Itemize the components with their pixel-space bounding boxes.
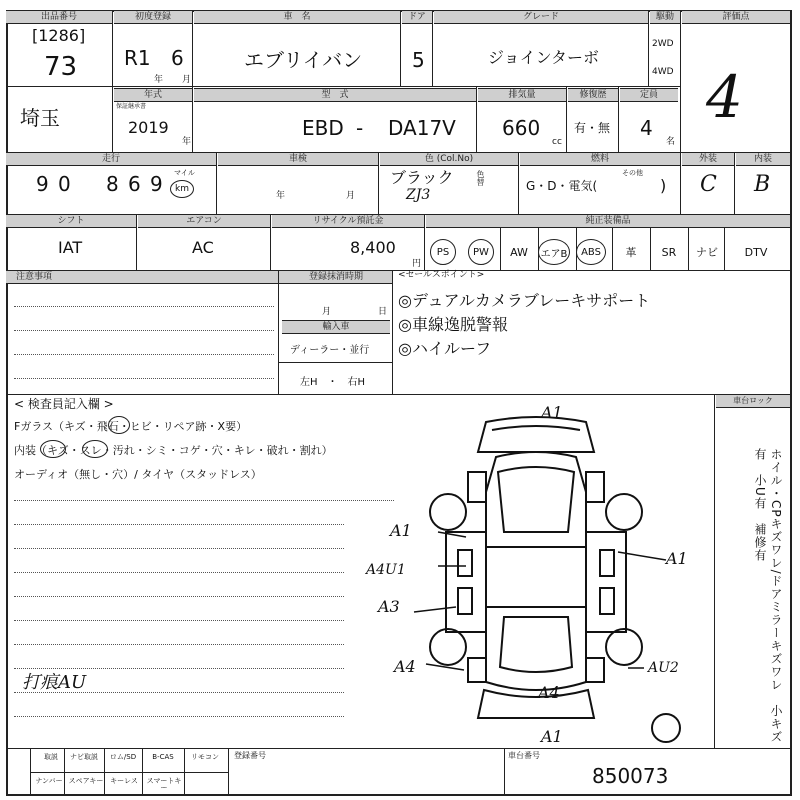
equip-sr: SR — [661, 245, 677, 259]
equip-pw: PW — [468, 239, 494, 265]
car-name-label: 車 名 — [194, 10, 400, 24]
model: DA17V — [388, 116, 456, 140]
ac: AC — [192, 238, 214, 257]
year-sub-label: 保証継承書 — [116, 103, 147, 110]
bottom-spare-key: スペアキー — [68, 777, 104, 785]
lot-label: 出品番号 — [6, 10, 112, 24]
year-label: 年式 — [114, 88, 192, 102]
recycle-amount: 8,400 — [350, 238, 396, 257]
fuel: G・D・電気( — [526, 179, 598, 193]
mileage-digit-4: 6 — [128, 172, 141, 196]
first-reg-label: 初度登録 — [114, 10, 192, 24]
color: ブラック — [390, 168, 454, 187]
score-label: 評価点 — [682, 10, 790, 24]
model-label: 型 式 — [194, 88, 476, 102]
ac-label: エアコン — [138, 214, 270, 228]
equip-aw: AW — [510, 245, 528, 259]
color-change: 色替 — [476, 170, 485, 186]
mileage-unit-km: km — [170, 180, 194, 198]
equip-navi: ナビ — [696, 246, 718, 259]
first-reg-era: R1 — [124, 46, 151, 70]
bottom-smart-key: スマートキー — [146, 777, 182, 792]
mileage-label: 走行 — [6, 152, 216, 166]
fuel-other: その他 — [622, 169, 643, 177]
drive-2wd: 2WD — [652, 39, 674, 49]
equip-dtv: DTV — [744, 245, 768, 259]
grade-label: グレード — [434, 10, 648, 24]
cc-unit: cc — [552, 137, 562, 147]
side-notes: ホイル・CPキズワレ/ドアミラーキズワレ 小キズ有 小U有 補修有 — [753, 448, 783, 744]
region: 埼玉 — [20, 106, 60, 130]
inspector-glass: Fガラス（キズ・飛石・ヒビ・リペア跡・X要） — [14, 420, 248, 433]
frame-right — [790, 10, 792, 796]
scratch-circle — [40, 440, 66, 458]
sales-label: <セールスポイント> — [398, 270, 485, 280]
lot-number: 73 — [44, 52, 78, 82]
bottom-bcas: B-CAS — [152, 753, 174, 761]
chassis-number: 850073 — [592, 764, 669, 788]
drive-label: 駆動 — [650, 10, 680, 24]
mark-rear-bumper: A1 — [541, 727, 563, 746]
mark-left-rear-door: A3 — [378, 597, 400, 616]
capacity: 4 — [640, 116, 653, 140]
reg-month: 月 — [322, 307, 332, 317]
car-name: エブリイバン — [244, 48, 363, 72]
equip-ps: PS — [430, 239, 456, 265]
handwritten-note: 打痕AU — [22, 672, 87, 693]
mark-left-rear-fender: A4 — [394, 657, 416, 676]
score-value: 4 — [706, 63, 743, 131]
import-label: 輸入車 — [282, 320, 390, 334]
bottom-rom-sd: ロム/SD — [109, 753, 137, 761]
color-code: ZJ3 — [406, 187, 431, 203]
bottom-remote: リモコン — [191, 753, 219, 761]
inspection-month: 月 — [346, 191, 356, 201]
exterior-label: 外装 — [682, 152, 734, 166]
mileage-digit-3: 8 — [106, 172, 119, 196]
sales-point-1: ◎デュアルカメラブレーキサポート — [398, 291, 651, 310]
recycle-label: リサイクル預託金 — [272, 214, 424, 228]
interior-label: 内装 — [736, 152, 790, 166]
bottom-number: ナンバー — [35, 777, 63, 785]
shift: IAT — [58, 238, 83, 257]
mileage-digit-1: 9 — [36, 172, 51, 196]
capacity-label: 定員 — [620, 88, 678, 102]
exterior-grade: C — [700, 172, 717, 197]
recycle-unit: 円 — [412, 259, 422, 269]
bottom-navi-manual: ナビ取説 — [70, 753, 98, 761]
model-dash: - — [356, 116, 364, 140]
doors: 5 — [412, 48, 425, 72]
frame-left — [6, 10, 8, 796]
year: 2019 — [128, 118, 169, 137]
frame-bottom — [6, 794, 792, 796]
color-label: 色 (Col.No) — [380, 152, 518, 166]
repair-history: 有・無 — [574, 121, 611, 135]
equip-leather: 革 — [625, 246, 637, 259]
inspector-interior: 内装（キズ・スレ・汚れ・シミ・コゲ・穴・キレ・破れ・割れ） — [14, 444, 333, 457]
mark-right-rear-fender: AU2 — [648, 660, 679, 676]
mileage-digit-2: 0 — [58, 172, 71, 196]
mark-left-panel: A4U1 — [366, 562, 406, 578]
first-reg-month: 6 — [171, 46, 184, 70]
reg-no-label: 登録番号 — [234, 751, 266, 760]
fuel-close: ) — [660, 176, 667, 195]
capacity-unit: 名 — [666, 137, 676, 147]
interior-grade: B — [754, 172, 771, 197]
mark-left-front-door: A1 — [390, 521, 412, 540]
lot-bracket: [1286] — [32, 26, 86, 45]
fuel-label: 燃料 — [520, 152, 680, 166]
inspector-audio: オーディオ（無し・穴）/ タイヤ（スタッドレス） — [14, 468, 262, 481]
year-unit: 年 — [154, 75, 164, 85]
drive-4wd: 4WD — [652, 67, 674, 77]
handle-side: 左H ・ 右H — [300, 377, 366, 388]
bottom-keyless: キーレス — [110, 777, 138, 785]
history-label: 修復歴 — [568, 88, 618, 102]
month-unit: 月 — [182, 75, 192, 85]
equip-airbag: エアB — [538, 239, 570, 265]
sales-point-2: ◎車線逸脱警報 — [398, 315, 508, 334]
cc-value: 660 — [502, 116, 541, 140]
sales-point-3: ◎ハイルーフ — [398, 339, 492, 358]
cc-label: 排気量 — [478, 88, 566, 102]
auction-sheet — [6, 10, 792, 796]
notes-label: 注意事項 — [6, 270, 286, 284]
mileage-digit-5: 9 — [150, 172, 163, 196]
mark-front-bumper: A1 — [541, 403, 563, 422]
car-diagram — [366, 402, 688, 748]
mark-rear-gate: A4 — [538, 683, 560, 702]
reg-period-label: 登録抹消時期 — [280, 270, 392, 284]
inspection-label: 車検 — [218, 152, 378, 166]
model-prefix: EBD — [302, 116, 344, 140]
bottom-manual: 取説 — [44, 753, 58, 761]
year-unit-2: 年 — [182, 137, 192, 147]
chip-circle — [108, 416, 130, 434]
frame-lock-label: 車台ロック — [716, 394, 790, 408]
door-label: ドア — [402, 10, 432, 24]
dealer-parallel: ディーラー・並行 — [290, 345, 370, 356]
mark-right-door: A1 — [666, 549, 688, 568]
inspection-year: 年 — [276, 191, 286, 201]
equipment-label: 純正装備品 — [426, 214, 790, 228]
equip-abs: ABS — [576, 239, 606, 265]
shift-label: シフト — [6, 214, 136, 228]
chassis-label: 車台番号 — [508, 751, 540, 760]
mileage-unit-mile: マイル — [174, 169, 195, 177]
grade: ジョインターボ — [488, 48, 600, 67]
inspector-title: < 検査員記入欄 > — [14, 397, 114, 411]
dirt-circle — [82, 440, 108, 458]
reg-day: 日 — [378, 307, 388, 317]
